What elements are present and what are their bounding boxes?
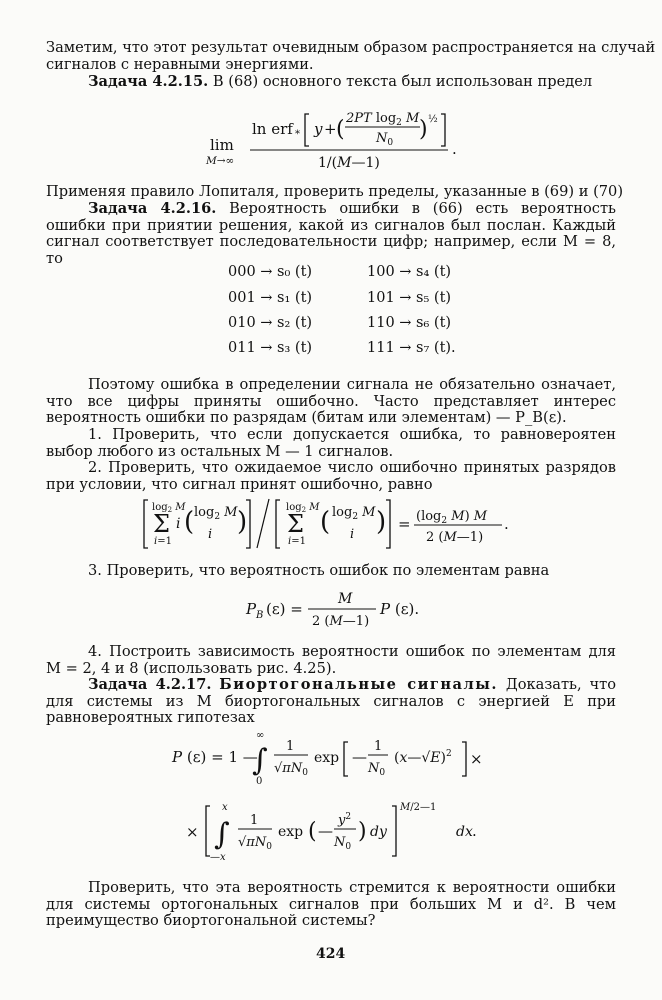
task15-label: Задача 4.2.15.	[88, 73, 209, 90]
svg-text:M/2—1: M/2—1	[400, 802, 437, 813]
svg-text:ln erf: ln erf	[252, 120, 293, 138]
svg-text:∞: ∞	[256, 730, 265, 741]
task17-label: Задача 4.2.17.	[88, 676, 212, 693]
svg-text:(: (	[336, 117, 345, 142]
svg-text:P: P	[246, 600, 257, 618]
svg-text:(: (	[308, 819, 317, 844]
svg-text:∫: ∫	[214, 817, 230, 852]
task17-title: Биортогональные сигналы.	[219, 676, 498, 693]
svg-text:(: (	[184, 507, 195, 537]
svg-text:2PT log2 M: 2PT $\log_2 M$	[346, 111, 420, 128]
svg-text:.: .	[472, 822, 477, 840]
svg-text:): )	[237, 507, 248, 537]
task15-text: В (68) основного текста был использован предел	[212, 73, 593, 90]
svg-text:B: B	[256, 610, 264, 621]
svg-text:exp: exp	[314, 750, 340, 766]
svg-text:1: 1	[286, 739, 295, 754]
svg-text:dy: dy	[370, 824, 387, 840]
svg-text:M: M	[338, 591, 353, 607]
svg-text:log2 M: $\log_2 M$	[152, 502, 186, 514]
svg-text:Σ: Σ	[287, 510, 304, 538]
svg-text:i: i	[208, 527, 213, 542]
therefore-paragraph: Поэтому ошибка в определении сигнала не обязательно означает, что все цифры приняты ошибочно. Часто представляет интерес вероятность ошибки по разрядам (битам или элементам) — P_B(ε).	[46, 376, 616, 426]
svg-text:exp: exp	[278, 824, 304, 840]
svg-text:(x—√E)2: (x—√E)$^2$	[394, 749, 452, 766]
item-1: 1. Проверить, что если допускается ошибка, то равновероятен выбор любого из остальных M — 1 сигналов.	[46, 426, 616, 460]
svg-text:M→∞: M→∞	[206, 155, 235, 167]
svg-text:.: .	[452, 140, 457, 158]
svg-text:log2 M: $\log_2 M$	[194, 505, 238, 522]
svg-text:0: 0	[256, 776, 263, 787]
equation-bit-error	[244, 586, 444, 630]
svg-text:i=1: i=1	[154, 536, 172, 547]
svg-text:i=1: i=1	[288, 536, 306, 547]
equation-limit	[196, 96, 486, 172]
item-3: 3. Проверить, что вероятность ошибок по элементам равна	[88, 562, 550, 579]
svg-text:2 (M—1): 2 (M—1)	[426, 530, 484, 545]
mapping-right-0: 100 → s₄ (t)	[367, 264, 452, 280]
svg-text:—x: —x	[210, 852, 226, 863]
mapping-left-0: 000 → s₀ (t)	[228, 264, 313, 280]
intro-line-2: сигналов с неравными энергиями.	[46, 56, 314, 73]
task16-text: Вероятность ошибки в (66) есть вероятность ошибки при приятии решения, какой из сигналов был послан. Каждый сигнал соответствует последовательности цифр; например, если M = 8, то	[46, 200, 616, 267]
mapping-right-1: 101 → s₅ (t)	[367, 290, 452, 306]
item-4: 4. Построить зависимость вероятности ошибок по элементам для M = 2, 4 и 8 (использовать рис. 4.25).	[46, 643, 616, 677]
svg-text:): )	[358, 819, 367, 844]
svg-text:log2 M: $\log_2 M$	[286, 502, 320, 514]
svg-text:1/(M—1): 1/(M—1)	[318, 155, 380, 171]
svg-text:i: i	[350, 527, 355, 542]
mapping-left-1: 001 → s₁ (t)	[228, 290, 313, 306]
svg-text:*: *	[295, 129, 300, 140]
svg-text:.: .	[504, 515, 509, 533]
svg-text:∫: ∫	[252, 743, 268, 778]
equation-biorthogonal	[170, 726, 500, 868]
svg-text:P (ε) = 1 —: P (ε) = 1 —	[172, 748, 258, 766]
svg-text:lim: lim	[210, 136, 234, 154]
svg-text:×: ×	[186, 823, 199, 841]
svg-text:N0: $N_0$	[334, 835, 352, 852]
svg-text:): )	[419, 117, 428, 142]
svg-text:dx: dx	[456, 824, 473, 840]
svg-text:log2 M: $\log_2 M$	[332, 505, 376, 522]
svg-text:N0: $N_0$	[368, 761, 386, 778]
svg-text:i: i	[176, 516, 181, 532]
svg-text:√πN0: $√\pi N_0$	[274, 761, 308, 778]
equation-expected-bits	[136, 496, 536, 552]
mapping-left-2: 010 → s₂ (t)	[228, 315, 313, 331]
mapping-right-2: 110 → s₆ (t)	[367, 315, 452, 331]
svg-text:√πN0: $√\pi N_0$	[238, 835, 272, 852]
svg-text:1: 1	[374, 739, 383, 754]
svg-text:): )	[376, 507, 387, 537]
svg-text:(ε) =: (ε) =	[266, 600, 303, 618]
svg-text:(: (	[320, 507, 331, 537]
svg-text:P (ε).: P (ε).	[380, 600, 420, 618]
mapping-right-3: 111 → s₇ (t).	[367, 340, 456, 356]
task17-text: Доказать, что для системы из M биортогональных сигналов с энергией E при равновероятных гипотезах	[46, 676, 616, 726]
svg-text:—: —	[352, 748, 367, 766]
final-paragraph: Проверить, что эта вероятность стремится к вероятности ошибки для системы ортогональных сигналов при больших M и d². В чем преимущество биортогональной системы?	[46, 879, 616, 929]
svg-text:=: =	[398, 515, 411, 533]
lopital-line: Применяя правило Лопиталя, проверить пределы, указанные в (69) и (70)	[46, 183, 624, 200]
task17-paragraph	[46, 677, 616, 727]
svg-text:—: —	[318, 822, 333, 840]
svg-text:+: +	[324, 120, 337, 138]
page-number: 424	[316, 946, 346, 962]
mapping-left-3: 011 → s₃ (t)	[228, 340, 313, 356]
item-2: 2. Проверить, что ожидаемое число ошибочно принятых разрядов при условии, что сигнал принят ошибочно, равно	[46, 459, 616, 493]
task16-paragraph	[46, 201, 616, 267]
svg-text:(log2 M) M: ($\log_2$ M) M	[416, 509, 488, 526]
intro-line-1: Заметим, что этот результат очевидным образом распространяется на случай	[46, 39, 656, 56]
task16-label: Задача 4.2.16.	[88, 200, 217, 217]
svg-text:×: ×	[470, 750, 483, 768]
svg-text:y2: $y^2$	[338, 812, 352, 828]
svg-text:x: x	[222, 802, 228, 813]
svg-text:½: ½	[428, 114, 438, 125]
task15-heading	[88, 74, 592, 91]
svg-text:N0: $N_0$	[376, 131, 394, 148]
svg-text:2 (M—1): 2 (M—1)	[312, 614, 370, 629]
svg-text:Σ: Σ	[153, 510, 170, 538]
svg-text:1: 1	[250, 813, 259, 828]
svg-text:y: y	[314, 120, 323, 138]
